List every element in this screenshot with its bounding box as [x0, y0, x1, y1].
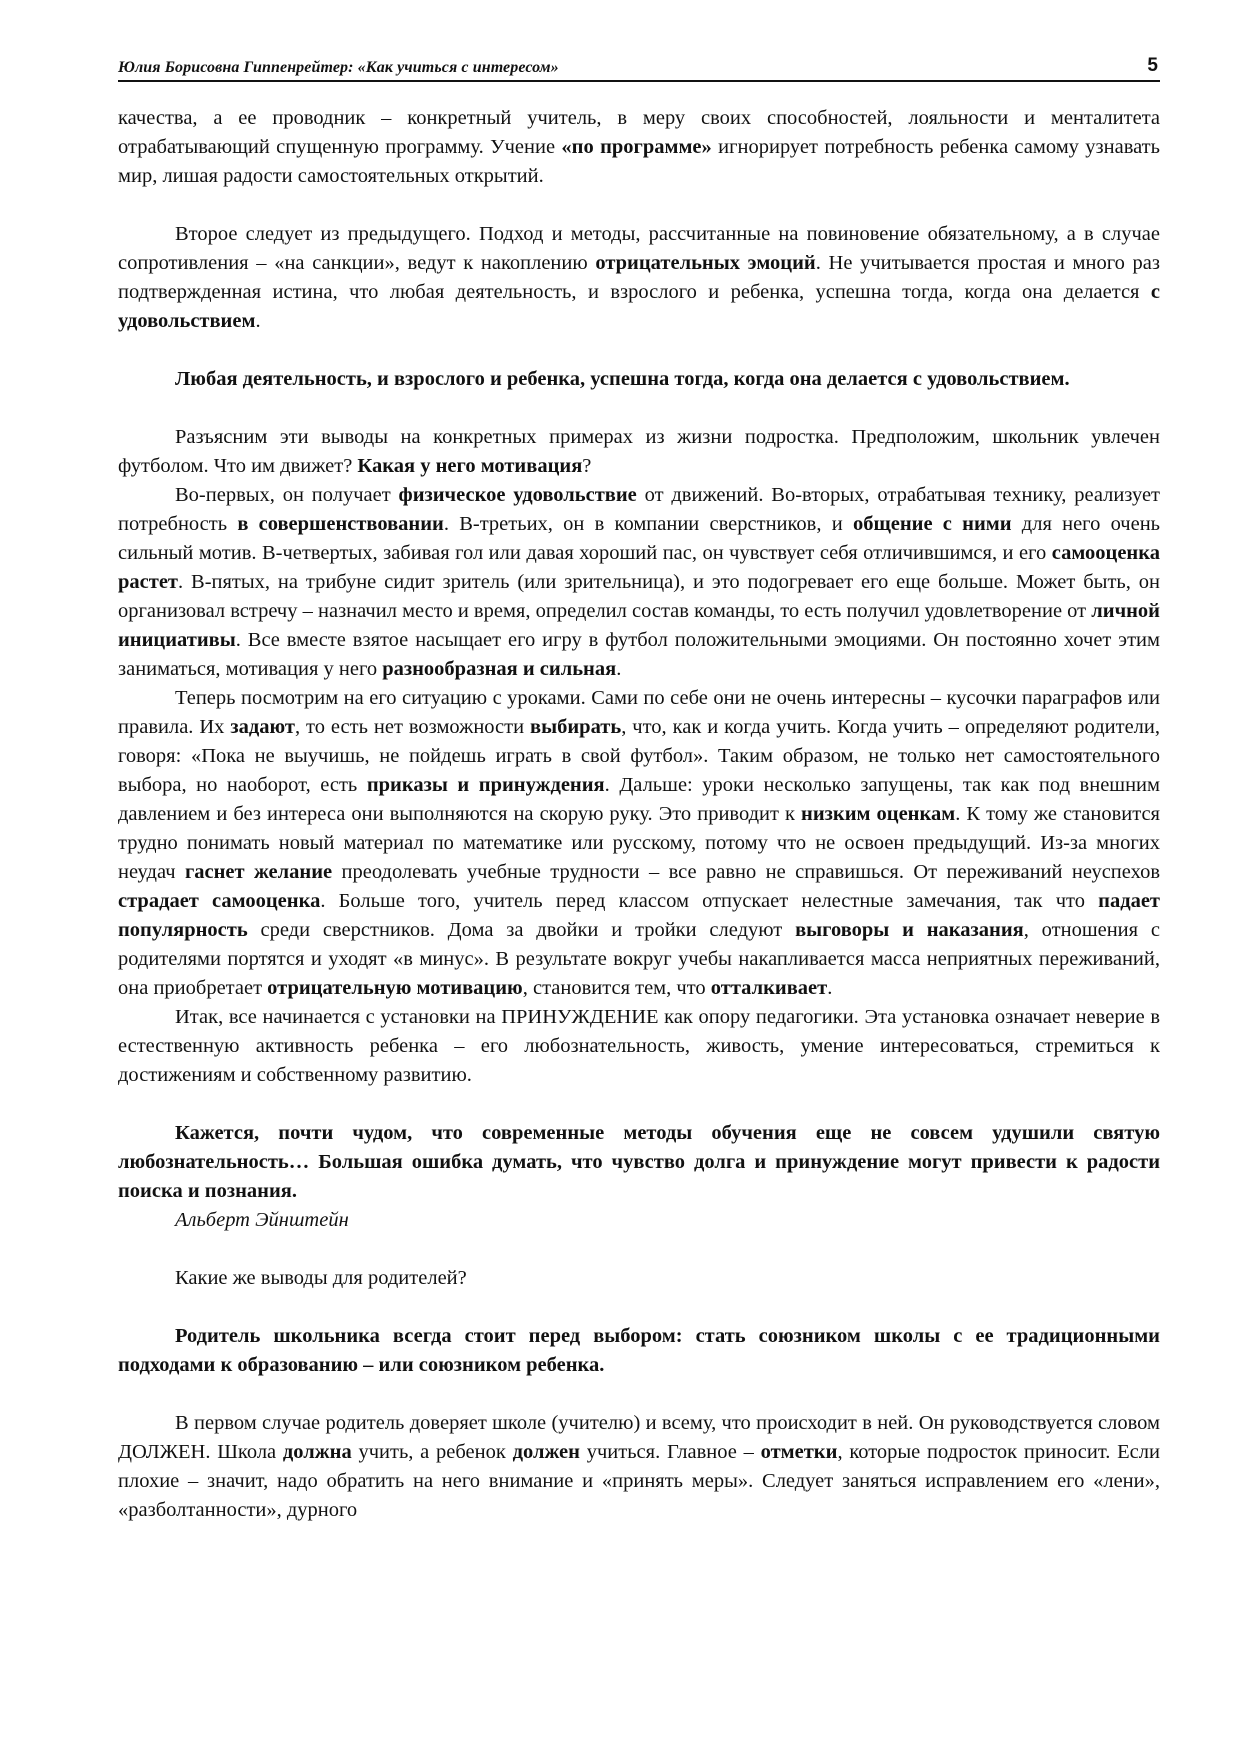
paragraph-gap [118, 1293, 1160, 1322]
text-run: В первом случае родитель доверяет школе (учителю) и всему, что происходит в ней. Он руководствуется словом ДОЛЖЕН. Школа [118, 1412, 1160, 1463]
emphasis-text: задают [230, 716, 295, 738]
text-run: . Не учитывается простая и много раз подтвержденная истина, что любая деятельность, и взрослого и ребенка, успешна тогда, когда она делается [118, 252, 1160, 303]
text-run: . [255, 310, 261, 332]
text-run: . Все вместе взятое насыщает его игру в футбол положительными эмоциями. Он постоянно хочет этим заниматься, мотивация у него [118, 629, 1160, 680]
emphasis-text: падает популярность [118, 890, 1161, 941]
text-run: Итак, все начинается с установки на ПРИНУЖДЕНИЕ как опору педагогики. Эта установка означает неверие в естественную активность ребенка – его любознательность, живость, умение интересоваться, стремиться к достижениям и собственному развитию. [118, 1006, 1160, 1086]
emphasis-text: гаснет желание [184, 861, 333, 883]
emphasis-text: Какая у него мотивация [357, 455, 583, 477]
emphasis-text: страдает самооценка [118, 890, 321, 912]
paragraph [118, 1409, 1160, 1525]
emphasis-text: разнообразная и сильная [382, 658, 617, 680]
highlight-quote [118, 1322, 1160, 1380]
paragraph-gap [118, 191, 1160, 220]
text-run: учиться. Главное – [579, 1441, 761, 1463]
emphasis-text: приказы и принуждения [366, 774, 605, 796]
emphasis-text: самооценка растет [118, 542, 1160, 593]
emphasis-text: общение с ними [852, 513, 1012, 535]
text-run: , отношения с родителями портятся и уходят «в минус». В результате вокруг учебы накапливается масса неприятных переживаний, она приобретает [118, 919, 1160, 999]
emphasis-text: должен [512, 1441, 580, 1463]
paragraph [118, 1003, 1160, 1090]
paragraph-gap [118, 1380, 1160, 1409]
paragraph-gap [118, 1235, 1160, 1264]
text-run: ? [582, 455, 592, 477]
text-run: . К тому же становится трудно понимать новый материал по математике или русскому, потому что не освоен предыдущий. Из-за многих неудач [118, 803, 1160, 883]
emphasis-text: физическое удовольствие [398, 484, 637, 506]
emphasis-text: в совершенствовании [237, 513, 444, 535]
emphasis-text: низким оценкам [801, 803, 956, 825]
text-run: , становится тем, что [522, 977, 711, 999]
emphasis-text: выбирать [530, 716, 622, 738]
text-run: . [616, 658, 622, 680]
emphasis-text: личной инициативы [118, 600, 1160, 651]
text-run: , то есть нет возможности [294, 716, 531, 738]
text-run: . В-пятых, на трибуне сидит зритель (или зрительница), и это подогревает его еще больше. Может быть, он организовал встречу – назначил место и время, определил состав команды, то есть получил удовлетворение от [118, 571, 1160, 622]
text-run: Разъясним эти выводы на конкретных примерах из жизни подростка. Предположим, школьник увлечен футболом. Что им движет? [118, 426, 1160, 477]
text-run: Во-первых, он получает [175, 484, 399, 506]
text-run: , которые подросток приносит. Если плохие – значит, надо обратить на него внимание и «принять меры». Следует заняться исправлением его «лени», «разболтанности», дурного [118, 1441, 1160, 1521]
highlight-quote [118, 365, 1160, 394]
emphasis-text: отрицательных эмоций [595, 252, 816, 274]
emphasis-text: выговоры и наказания [795, 919, 1024, 941]
paragraph-gap [118, 336, 1160, 365]
text-run: . В-третьих, он в компании сверстников, и [443, 513, 853, 535]
emphasis-text: отрицательную мотивацию [267, 977, 523, 999]
text-run: для него очень сильный мотив. В-четвертых, забивая гол или давая хороший пас, он чувствует себя отличившимся, и его [118, 513, 1161, 564]
emphasis-text: отметки [760, 1441, 838, 1463]
text-run: Альберт Эйнштейн [175, 1209, 349, 1231]
text-run: Какие же выводы для родителей? [175, 1267, 467, 1289]
text-run: . Дальше: уроки несколько запущены, так как под внешним давлением и без интереса они выполняются на скорую руку. Это приводит к [118, 774, 1160, 825]
paragraph [118, 220, 1160, 336]
quote-author [118, 1206, 1160, 1235]
paragraph [118, 104, 1160, 191]
page-number: 5 [1147, 55, 1158, 76]
emphasis-text: «по программе» [561, 136, 712, 158]
paragraph [118, 684, 1160, 1003]
emphasis-text: с удовольствием [118, 281, 1160, 332]
body-text [118, 104, 1160, 1525]
paragraph-gap [118, 394, 1160, 423]
highlight-quote [118, 1119, 1160, 1206]
running-header [118, 56, 1160, 82]
text-run: среди сверстников. Дома за двойки и тройки следуют [247, 919, 796, 941]
text-run: учить, а ребенок [351, 1441, 513, 1463]
text-run: Кажется, почти чудом, что современные методы обучения еще не совсем удушили святую любознательность… Большая ошибка думать, что чувство долга и принуждение могут привести к радости поиска и познания. [118, 1122, 1160, 1202]
text-run: Родитель школьника всегда стоит перед выбором: стать союзником школы с ее традиционными подходами к образованию – или союзником ребенка. [118, 1325, 1160, 1376]
text-run: . Больше того, учитель перед классом отпускает нелестные замечания, так что [320, 890, 1099, 912]
text-run: игнорирует потребность ребенка самому узнавать мир, лишая радости самостоятельных открытий. [118, 136, 1160, 187]
paragraph [118, 1264, 1160, 1293]
emphasis-text: отталкивает [710, 977, 828, 999]
text-run: преодолевать учебные трудности – все равно не справишься. От переживаний неуспехов [332, 861, 1160, 883]
book-title: Юлия Борисовна Гиппенрейтер: «Как учиться с интересом» [118, 59, 559, 76]
text-run: . [827, 977, 833, 999]
paragraph-gap [118, 1090, 1160, 1119]
text-run: , что, как и когда учить. Когда учить – определяют родители, говоря: «Пока не выучишь, не пойдешь играть в свой футбол». Таким образом, не только нет самостоятельного выбора, но наоборот, есть [118, 716, 1160, 796]
paragraph [118, 481, 1160, 684]
text-run: качества, а ее проводник – конкретный учитель, в меру своих способностей, лояльности и менталитета отрабатывающий спущенную программу. Учение [118, 107, 1160, 158]
paragraph [118, 423, 1160, 481]
text-run: Второе следует из предыдущего. Подход и методы, рассчитанные на повиновение обязательному, а в случае сопротивления – «на санкции», ведут к накоплению [118, 223, 1160, 274]
text-run: от движений. Во-вторых, отрабатывая технику, реализует потребность [118, 484, 1161, 535]
text-run: Любая деятельность, и взрослого и ребенка, успешна тогда, когда она делается с удовольствием. [175, 368, 1070, 390]
emphasis-text: должна [282, 1441, 352, 1463]
text-run: Теперь посмотрим на его ситуацию с уроками. Сами по себе они не очень интересны – кусочки параграфов или правила. Их [118, 687, 1160, 738]
